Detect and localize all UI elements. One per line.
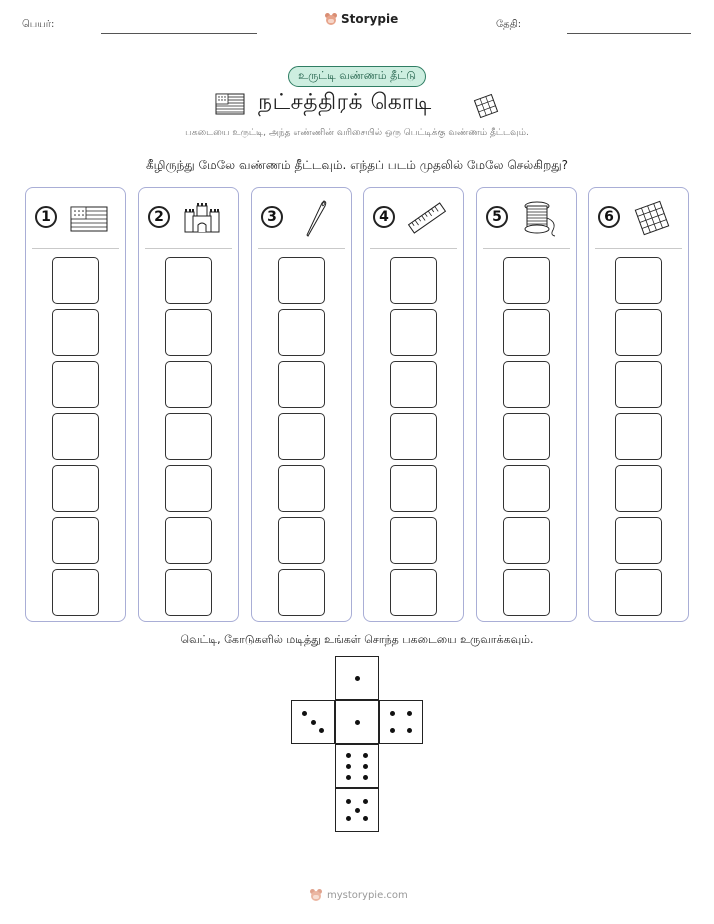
die-face-1: [335, 656, 379, 700]
quilt-icon: [472, 92, 500, 120]
divider: [370, 248, 457, 249]
column-number: 4: [373, 206, 395, 228]
column-4: [363, 187, 464, 622]
die-pip: [407, 728, 412, 733]
column-number: 6: [598, 206, 620, 228]
color-box[interactable]: [278, 257, 325, 304]
column-number: 1: [35, 206, 57, 228]
die-face-4: [379, 700, 423, 744]
color-box[interactable]: [52, 517, 99, 564]
die-pip: [363, 753, 368, 758]
die-pip: [346, 753, 351, 758]
color-box[interactable]: [165, 517, 212, 564]
color-box[interactable]: [615, 257, 662, 304]
column-number: 2: [148, 206, 170, 228]
color-box[interactable]: [278, 517, 325, 564]
color-box[interactable]: [503, 517, 550, 564]
color-box[interactable]: [165, 569, 212, 616]
color-box[interactable]: [503, 465, 550, 512]
divider: [258, 248, 345, 249]
divider: [595, 248, 682, 249]
die-face-6: [335, 744, 379, 788]
die-face-1: [335, 700, 379, 744]
color-box[interactable]: [615, 465, 662, 512]
column-6: [588, 187, 689, 622]
color-box[interactable]: [52, 465, 99, 512]
name-label: பெயர்:: [22, 19, 55, 30]
die-face-5: [335, 788, 379, 832]
color-box[interactable]: [390, 309, 437, 356]
color-box[interactable]: [503, 569, 550, 616]
quilt-icon: [631, 198, 673, 238]
castle-icon: [181, 198, 223, 238]
die-pip: [363, 816, 368, 821]
color-box[interactable]: [165, 465, 212, 512]
column-5: [476, 187, 577, 622]
color-box[interactable]: [52, 413, 99, 460]
needle-icon: [294, 198, 336, 238]
instruction-text: கீழிருந்து மேலே வண்ணம் தீட்டவும். எந்தப் படம் முதலில் மேலே செல்கிறது?: [145, 158, 569, 172]
column-2: [138, 187, 239, 622]
ruler-icon: [406, 198, 448, 238]
color-box[interactable]: [278, 569, 325, 616]
color-box[interactable]: [615, 361, 662, 408]
color-box[interactable]: [165, 413, 212, 460]
divider: [145, 248, 232, 249]
color-box[interactable]: [165, 309, 212, 356]
color-box[interactable]: [615, 569, 662, 616]
cut-fold-instruction: வெட்டி, கோடுகளில் மடித்து உங்கள் சொந்த பகடையை உருவாக்கவும்.: [180, 633, 534, 646]
die-pip: [346, 816, 351, 821]
color-box[interactable]: [615, 309, 662, 356]
color-box[interactable]: [52, 569, 99, 616]
die-pip: [390, 711, 395, 716]
flag-icon: [214, 92, 246, 118]
color-box[interactable]: [278, 309, 325, 356]
thread-spool-icon: [519, 198, 561, 238]
bear-icon: [324, 12, 338, 26]
footer-url: mystorypie.com: [327, 889, 408, 901]
date-line[interactable]: [567, 33, 691, 34]
color-box[interactable]: [390, 569, 437, 616]
die-pip: [319, 728, 324, 733]
color-box[interactable]: [615, 413, 662, 460]
color-box[interactable]: [503, 413, 550, 460]
color-box[interactable]: [278, 465, 325, 512]
color-box[interactable]: [165, 361, 212, 408]
die-pip: [355, 808, 360, 813]
brand-name: Storypie: [341, 12, 399, 26]
color-box[interactable]: [503, 361, 550, 408]
color-box[interactable]: [503, 257, 550, 304]
die-pip: [346, 764, 351, 769]
die-face-3: [291, 700, 335, 744]
divider: [32, 248, 119, 249]
color-box[interactable]: [503, 309, 550, 356]
die-pip: [355, 676, 360, 681]
die-pip: [363, 799, 368, 804]
column-number: 3: [261, 206, 283, 228]
die-pip: [363, 775, 368, 780]
name-line[interactable]: [101, 33, 257, 34]
die-pip: [346, 799, 351, 804]
divider: [483, 248, 570, 249]
color-box[interactable]: [390, 517, 437, 564]
color-box[interactable]: [615, 517, 662, 564]
color-box[interactable]: [278, 413, 325, 460]
color-box[interactable]: [390, 465, 437, 512]
color-box[interactable]: [52, 257, 99, 304]
page-title: நட்சத்திரக் கொடி: [258, 90, 432, 115]
color-box[interactable]: [52, 361, 99, 408]
column-1: [25, 187, 126, 622]
color-box[interactable]: [52, 309, 99, 356]
bear-icon: [309, 888, 323, 902]
die-pip: [311, 720, 316, 725]
die-pip: [407, 711, 412, 716]
footer: [309, 888, 408, 902]
color-box[interactable]: [390, 361, 437, 408]
color-box[interactable]: [278, 361, 325, 408]
column-number: 5: [486, 206, 508, 228]
color-box[interactable]: [390, 413, 437, 460]
die-pip: [346, 775, 351, 780]
flag-icon: [68, 198, 110, 238]
brand-logo: [324, 12, 398, 26]
color-box[interactable]: [390, 257, 437, 304]
column-3: [251, 187, 352, 622]
date-label: தேதி:: [496, 19, 522, 30]
subtitle: பகடையை உருட்டி, அந்த எண்ணின் வரிசையில் ஒரு பெட்டிக்கு வண்ணம் தீட்டவும்.: [185, 128, 529, 138]
die-pip: [302, 711, 307, 716]
color-box[interactable]: [165, 257, 212, 304]
activity-pill: உருட்டி வண்ணம் தீட்டு: [288, 66, 426, 87]
die-pip: [363, 764, 368, 769]
die-pip: [390, 728, 395, 733]
die-pip: [355, 720, 360, 725]
